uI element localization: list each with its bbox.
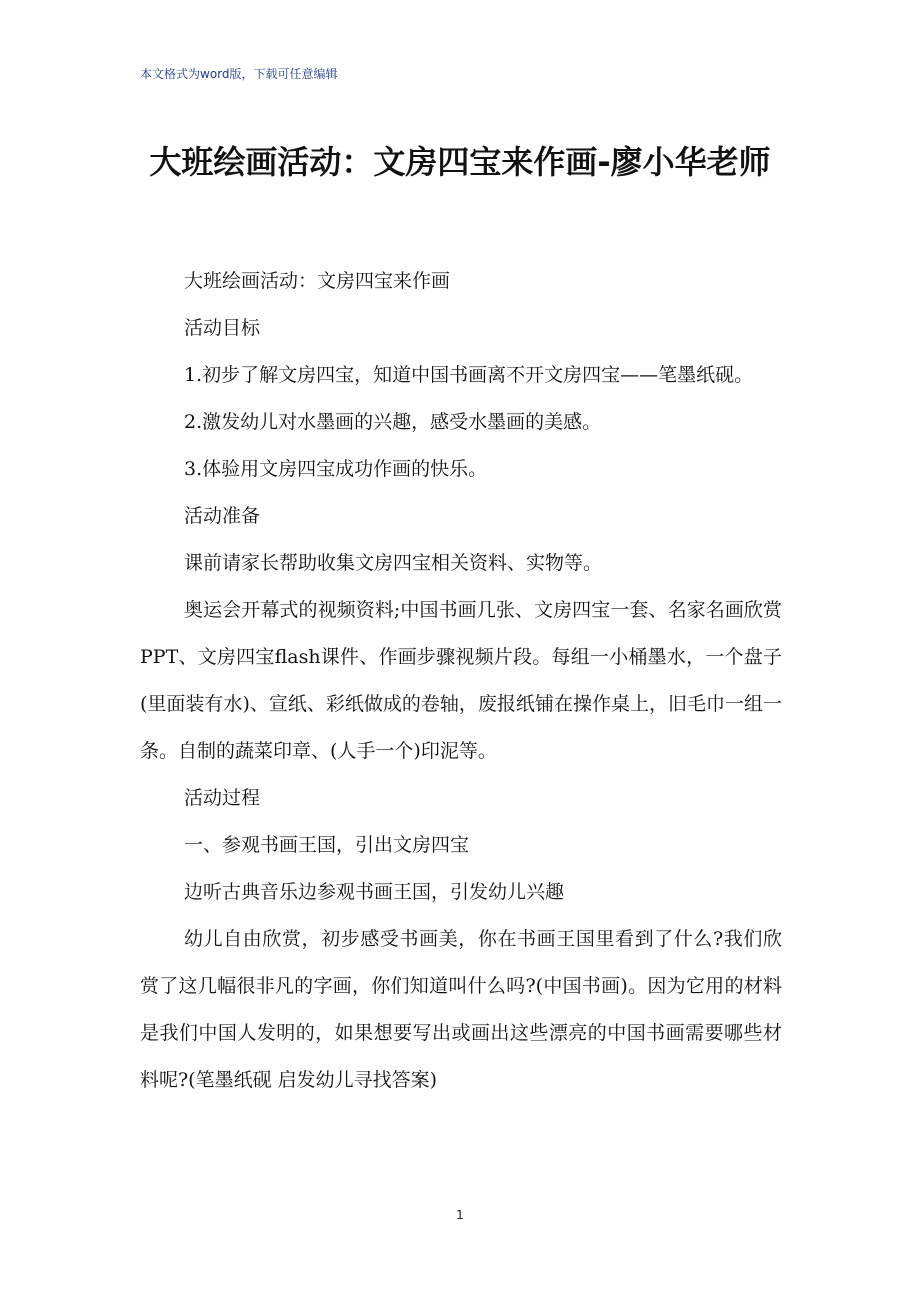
section-heading: 活动目标 (184, 317, 261, 339)
paragraph: 1.初步了解文房四宝，知道中国书画离不开文房四宝——笔墨纸砚。 (184, 364, 754, 386)
paragraph: 3.体验用文房四宝成功作画的快乐。 (184, 458, 488, 480)
section-heading: 活动准备 (184, 505, 261, 527)
paragraph: 大班绘画活动：文房四宝来作画 (184, 270, 451, 292)
paragraph: 2.激发幼儿对水墨画的兴趣，感受水墨画的美感。 (184, 411, 602, 433)
paragraph: 边听古典音乐边参观书画王国，引发幼儿兴趣 (184, 881, 565, 903)
document-title: 大班绘画活动：文房四宝来作画-廖小华老师 (149, 143, 771, 181)
paragraph: 课前请家长帮助收集文房四宝相关资料、实物等。 (184, 552, 603, 574)
page-number: 1 (456, 1208, 464, 1222)
section-heading: 活动过程 (184, 787, 261, 809)
paragraph: 幼儿自由欣赏，初步感受书画美，你在书画王国里看到了什么?我们欣赏了这几幅很非凡的字画，你们知道叫什么吗?(中国书画)。因为它用的材料是我们中国人发明的，如果想要写出或画出这些漂亮的中国书画需要哪些材料呢?(笔墨纸砚 启发幼儿寻找答案) (140, 928, 782, 1091)
document-body (140, 258, 782, 1104)
paragraph: 奥运会开幕式的视频资料;中国书画几张、文房四宝一套、名家名画欣赏PPT、文房四宝flash课件、作画步骤视频片段。每组一小桶墨水，一个盘子(里面装有水)、宣纸、彩纸做成的卷轴，废报纸铺在操作桌上，旧毛巾一组一条。自制的蔬菜印章、(人手一个)印泥等。 (140, 599, 782, 762)
paragraph: 一、参观书画王国，引出文房四宝 (184, 834, 470, 856)
header-note: 本文格式为word版，下载可任意编辑 (140, 67, 338, 81)
